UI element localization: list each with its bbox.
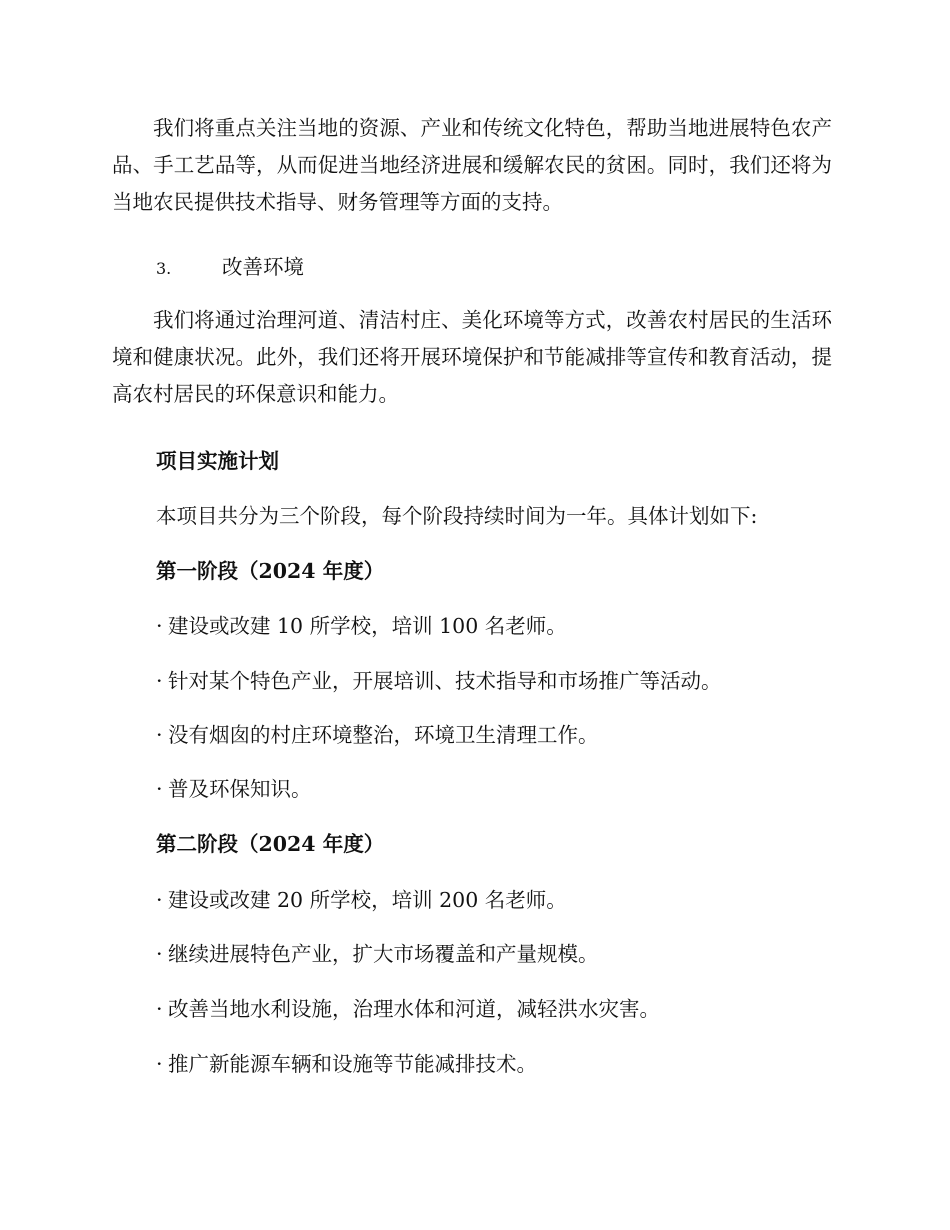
plan-heading: 项目实施计划 (156, 449, 279, 473)
list-item-text: 普及环保知识。 (168, 777, 312, 801)
intro-paragraph: 我们将重点关注当地的资源、产业和传统文化特色，帮助当地进展特色农产品、手工艺品等，从而促进当地经济进展和缓解农民的贫困。同时，我们还将为当地农民提供技术指导、财务管理等方面的支持。 (112, 116, 832, 214)
bullet-icon: · (156, 669, 163, 693)
list-item (112, 885, 876, 915)
bullet-icon: · (156, 614, 163, 638)
bullet-icon: · (156, 1052, 163, 1076)
section-title: 改善环境 (222, 255, 304, 279)
list-item-text: 针对某个特色产业，开展培训、技术指导和市场推广等活动。 (168, 669, 722, 693)
list-item-text: 建设或改建 10 所学校，培训 100 名老师。 (168, 614, 567, 638)
list-item (112, 666, 876, 696)
list-item-text: 改善当地水利设施，治理水体和河道，减轻洪水灾害。 (168, 997, 660, 1021)
section-heading-improve-environment (112, 252, 876, 282)
bullet-icon: · (156, 997, 163, 1021)
bullet-icon: · (156, 888, 163, 912)
list-item (112, 1049, 876, 1079)
bullet-icon: · (156, 723, 163, 747)
section-number: 3. (156, 259, 172, 278)
phase-2-title: 第二阶段（2024 年度） (156, 832, 385, 856)
list-item (112, 611, 876, 641)
environment-paragraph: 我们将通过治理河道、清洁村庄、美化环境等方式，改善农村居民的生活环境和健康状况。此外，我们还将开展环境保护和节能减排等宣传和教育活动，提高农村居民的环保意识和能力。 (112, 308, 832, 406)
phase-1-title: 第一阶段（2024 年度） (156, 559, 385, 583)
list-item-text: 没有烟囱的村庄环境整治，环境卫生清理工作。 (168, 723, 599, 747)
list-item (112, 720, 876, 750)
list-item (112, 774, 876, 804)
list-item-text: 建设或改建 20 所学校，培训 200 名老师。 (168, 888, 567, 912)
list-item (112, 994, 876, 1024)
list-item-text: 推广新能源车辆和设施等节能减排技术。 (168, 1052, 537, 1076)
list-item-text: 继续进展特色产业，扩大市场覆盖和产量规模。 (168, 942, 599, 966)
list-item (112, 939, 876, 969)
plan-summary: 本项目共分为三个阶段，每个阶段持续时间为一年。具体计划如下: (156, 504, 758, 528)
bullet-icon: · (156, 777, 163, 801)
bullet-icon: · (156, 942, 163, 966)
